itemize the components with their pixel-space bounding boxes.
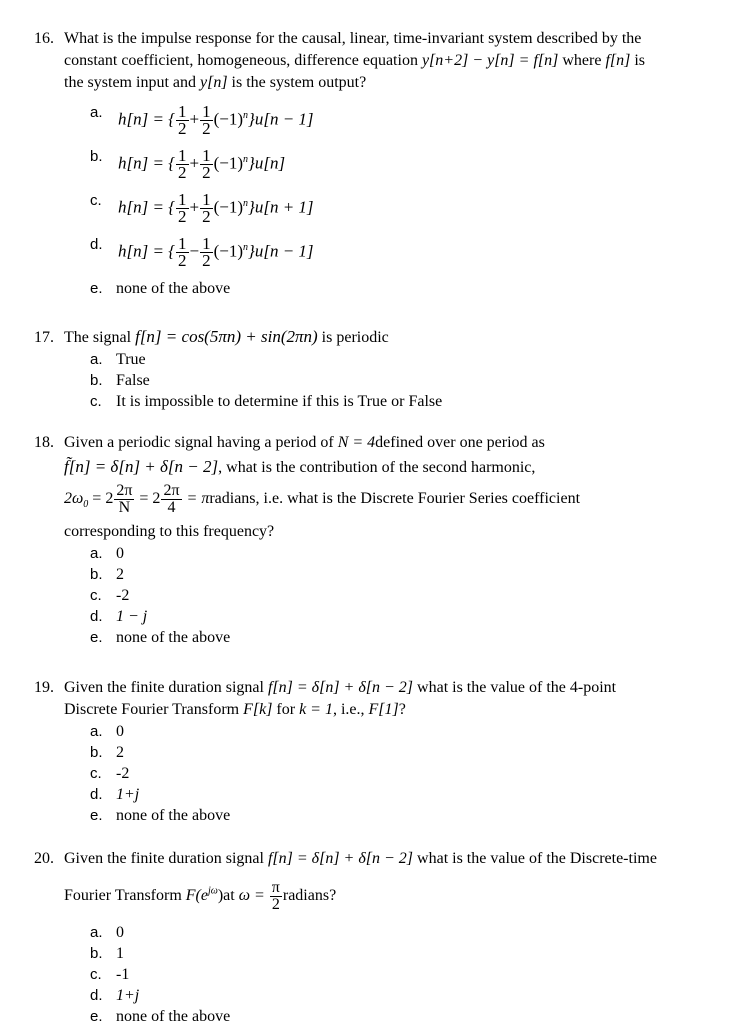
option-d[interactable]: d. 1+j xyxy=(90,987,140,1004)
question-19: 19. Given the finite duration signal f[n] = δ[n] + δ[n − 2] what is the value of the 4-point Discrete Fourier Transform F[k] for k = 1, i.e., F[1]? a. 0 b. 2 c. -2 d. 1+j e. none of the above xyxy=(34,677,724,826)
option-a[interactable]: a. 0 xyxy=(90,723,124,740)
question-16-stem: 16. What is the impulse response for the causal, linear, time-invariant system described by the xyxy=(34,28,724,50)
option-a[interactable]: a. h[n] = { $\frac{1}{2}$ + $\frac{1}{2}$ $(-1)^n\}u[n - 1]$ xyxy=(90,102,314,138)
question-17 xyxy=(34,326,724,412)
option-c[interactable]: c. h[n] = { $\frac{1}{2}$ + $\frac{1}{2}$ $(-1)^n\}u[n + 1]$ xyxy=(90,190,314,226)
question-17-stem: 17. The signal f[n] = cos(5πn) + sin(2πn) is periodic xyxy=(34,326,724,349)
question-number: 20. xyxy=(34,850,54,867)
question-20: 20. Given the finite duration signal f[n] = δ[n] + δ[n − 2] what is the value of the Discrete-time Fourier Transform $F(e^{j\omega})at$ ω = $\frac{\pi}{2}$ radians? a. 0 b. 1 c. -1 d. 1+j e. none of the above xyxy=(34,848,724,1027)
option-e[interactable]: e. none of the above xyxy=(90,1008,231,1025)
options-list xyxy=(90,922,724,1027)
option-e[interactable]: e. none of the above xyxy=(90,280,231,297)
option-b[interactable]: b. h[n] = { $\frac{1}{2}$ + $\frac{1}{2}$ $(-1)^n\}u[n]$ xyxy=(90,146,286,182)
option-b[interactable]: b. False xyxy=(90,372,150,389)
question-18: 18. Given a periodic signal having a period of N = 4defined over one period as f̃[n] = δ[n] + δ[n − 2], what is the contribution of the second harmonic, $2\omega_0 = 2$ $\frac{2\pi}{N}$ = 2 $\frac{2\pi}{4}$ = πradians, i.e. what is the Discrete Fourier Series coefficient corresponding to this frequency? a. 0 b. 2 c. -2 d. 1 − j e. none of the above xyxy=(34,432,724,648)
option-d[interactable]: d. 1+j xyxy=(90,786,140,803)
option-a[interactable]: a. True xyxy=(90,351,146,368)
option-d[interactable]: d. 1 − j xyxy=(90,608,148,625)
option-c[interactable]: c. It is impossible to determine if this is True or False xyxy=(90,393,443,410)
options-list xyxy=(90,349,724,412)
option-a[interactable]: a. 0 xyxy=(90,545,124,562)
question-16: 16. What is the impulse response for the causal, linear, time-invariant system described by the constant coefficient, homogeneous, difference equation y[n+2] − y[n] = f[n] where f[n] is the system input and y[n] is the system output? a. h[n] = { $\frac{1}{2}$ + $\frac{1}{2}$ $(-1)^n\}u[n - 1]$ b. h[n] = { $\frac{1}{2}$ + $\frac{1}{2}$ $(-1)^n\}u[n]$ c. h[n] = { $\frac{1}{2}$ + $\frac{1}{2}$ $(-1)^n\}u[n + 1]$ d. h[n] = { $\frac{1}{2}$ − $\frac{1}{2}$ $(-1)^n\}u[n - 1]$ e. none of the above xyxy=(34,28,724,299)
option-c[interactable]: c. -2 xyxy=(90,587,130,604)
question-number: 18. xyxy=(34,434,54,451)
options-list xyxy=(90,102,724,299)
option-b[interactable]: b. 1 xyxy=(90,945,124,962)
option-e[interactable]: e. none of the above xyxy=(90,629,231,646)
option-a[interactable]: a. 0 xyxy=(90,924,124,941)
options-list xyxy=(90,721,724,826)
question-number: 19. xyxy=(34,679,54,696)
option-b[interactable]: b. 2 xyxy=(90,744,124,761)
option-b[interactable]: b. 2 xyxy=(90,566,124,583)
option-e[interactable]: e. none of the above xyxy=(90,807,231,824)
option-c[interactable]: c. -2 xyxy=(90,765,130,782)
difference-equation: y[n+2] − y[n] = f[n] xyxy=(421,52,559,69)
option-d[interactable]: d. h[n] = { $\frac{1}{2}$ − $\frac{1}{2}$ $(-1)^n\}u[n - 1]$ xyxy=(90,234,314,270)
question-number: 17. xyxy=(34,329,54,346)
options-list xyxy=(90,543,724,648)
question-number: 16. xyxy=(34,30,54,47)
option-c[interactable]: c. -1 xyxy=(90,966,130,983)
